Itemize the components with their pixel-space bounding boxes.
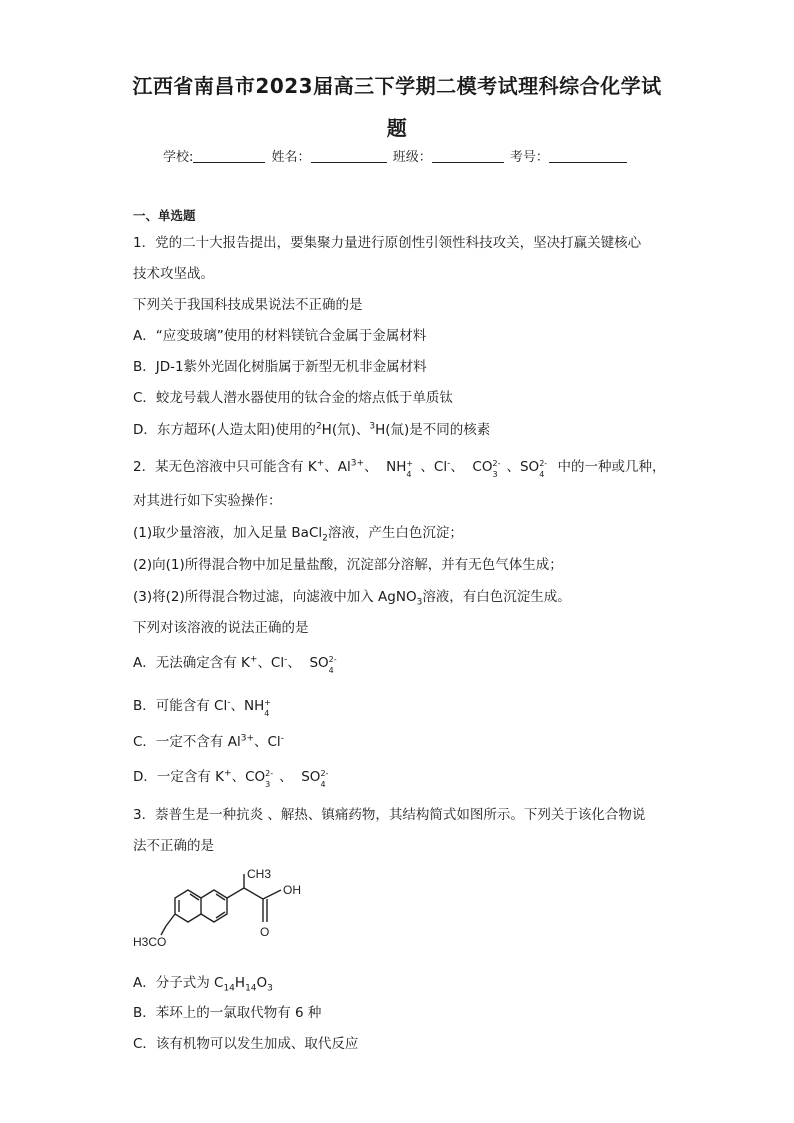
naproxen-structure-diagram — [131, 866, 371, 958]
number-label: 考号： — [509, 150, 549, 165]
exam-title-line2: 题 — [386, 116, 408, 140]
mol-label-h3co: H3CO — [133, 935, 167, 949]
school-label: 学校: — [163, 150, 194, 165]
q1-stem-line2: 技术攻坚战。 — [133, 266, 214, 282]
q3-option-b: B．苯环上的一氯取代物有 6 种 — [133, 1005, 322, 1021]
student-info-row — [163, 146, 629, 165]
mol-label-oh: OH — [283, 883, 301, 897]
q2-option-b: B．可能含有 Cl-、NH + 4 — [133, 697, 271, 718]
q2-step1: (1)取少量溶液，加入足量 BaCl$_2$溶液，产生白色沉淀； — [133, 525, 463, 544]
q1-option-a: A．“应变玻璃”使用的材料镁钪合金属于金属材料 — [133, 328, 427, 344]
q2-question: 下列对该溶液的说法正确的是 — [133, 620, 309, 636]
q2-step2: (2)向(1)所得混合物中加足量盐酸，沉淀部分溶解，并有无色气体生成； — [133, 557, 563, 573]
q2-option-c: C．一定不含有 $Al^{3+}$、Cl- — [133, 733, 284, 750]
q3-option-a: A．分子式为 $C_{14}H_{14}O_3$ — [133, 975, 273, 994]
q2-option-a: A．无法确定含有 K+、Cl-、 SO 2- 4 — [133, 654, 337, 675]
q1-question: 下列关于我国科技成果说法不正确的是 — [133, 297, 363, 313]
class-blank[interactable] — [432, 148, 504, 163]
q3-stem-line1: 3．萘普生是一种抗炎 、解热、镇痛药物，其结构简式如图所示。下列关于该化合物说 — [133, 807, 646, 823]
class-label: 班级： — [392, 150, 432, 165]
q1-option-d: D．东方超环(人造太阳)使用的$^2$H(氘)、$^3$H(氚)是不同的核素 — [133, 421, 491, 438]
school-blank[interactable] — [193, 148, 265, 163]
mol-label-o: O — [260, 925, 270, 939]
q1-option-c: C．蛟龙号载人潜水器使用的钛合金的熔点低于单质钛 — [133, 390, 453, 406]
q3-stem-line2: 法不正确的是 — [133, 838, 214, 854]
q3-option-c: C．该有机物可以发生加成、取代反应 — [133, 1036, 359, 1052]
q2-stem-line1: 2．某无色溶液中只可能含有 K+、$Al^{3+}$、 NH + 4 、Cl-、 CO 2- 3 、SO 2- 4 中的一种或几种， — [133, 458, 666, 479]
section-heading: 一、单选题 — [133, 208, 196, 223]
q2-step3: (3)将(2)所得混合物过滤，向滤液中加入 AgNO$_3$溶液，有白色沉淀生成。 — [133, 589, 571, 608]
q2-option-d: D．一定含有 K+、CO 2- 3 、 SO 2- 4 — [133, 768, 329, 789]
exam-title-line1: 江西省南昌市2023届高三下学期二模考试理科综合化学试 — [132, 74, 662, 98]
q1-stem-line1: 1．党的二十大报告提出，要集聚力量进行原创性引领性科技攻关，坚决打赢关键核心 — [133, 235, 642, 251]
name-label: 姓名： — [271, 150, 311, 165]
q2-stem-line2: 对其进行如下实验操作： — [133, 493, 282, 509]
q1-option-b: B．JD-1紫外光固化树脂属于新型无机非金属材料 — [133, 359, 427, 375]
mol-label-ch3: CH3 — [247, 867, 272, 881]
name-blank[interactable] — [311, 148, 387, 163]
number-blank[interactable] — [549, 148, 627, 163]
